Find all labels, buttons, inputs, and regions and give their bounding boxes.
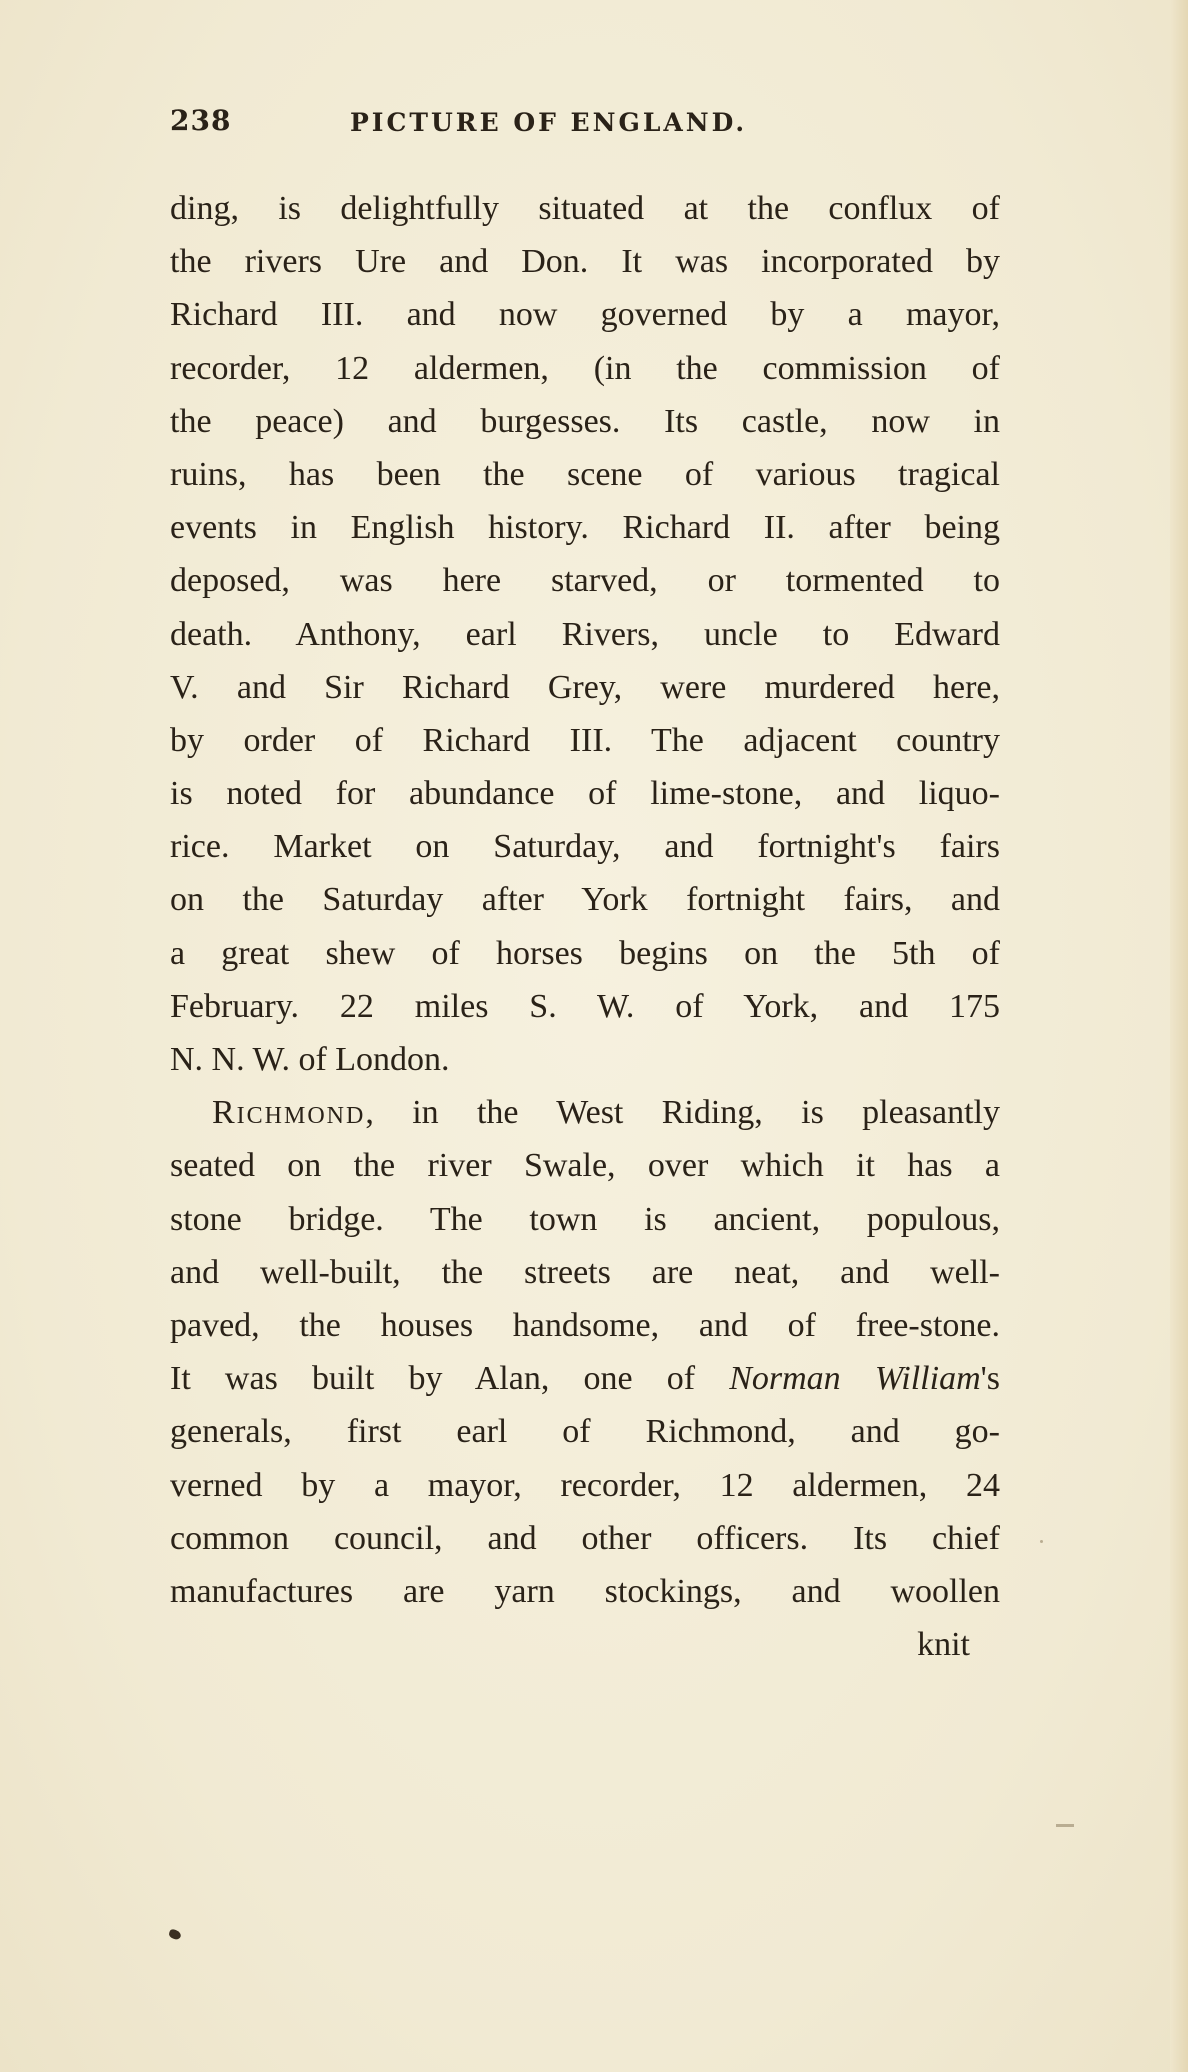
text-line: is noted for abundance of lime-stone, and liquo- [170,775,1000,813]
running-head: PICTURE OF ENGLAND. [350,108,748,137]
page-edge [1170,0,1188,2072]
text-line: the rivers Ure and Don. It was incorporated by [170,243,1000,281]
text-line: N. N. W. of London. [170,1041,450,1078]
text-line: the peace) and burgesses. Its castle, now in [170,402,1000,440]
text-line: paved, the houses handsome, and of free-stone. [170,1306,1000,1344]
text-fragment: It was built by Alan, one of [170,1360,730,1398]
text-line: stone bridge. The town is ancient, populous, [170,1200,1000,1238]
text-line: verned by a mayor, recorder, 12 aldermen, 24 [170,1466,1000,1504]
paper-speck [1040,1540,1043,1543]
text-line [170,1352,1000,1405]
text-line: by order of Richard III. The adjacent country [170,721,1000,759]
catchword: knit [917,1626,970,1664]
text-line: a great shew of horses begins on the 5th of [170,934,1000,972]
text-line: on the Saturday after York fortnight fairs, and [170,881,1000,919]
text-line: death. Anthony, earl Rivers, uncle to Edward [170,615,1000,653]
page-number: 238 [170,104,232,137]
text-line: February. 22 miles S. W. of York, and 175 [170,987,1000,1025]
text-line: common council, and other officers. Its chief [170,1519,1000,1557]
text-line: and well-built, the streets are neat, and well- [170,1253,1000,1291]
text-line: rice. Market on Saturday, and fortnight's fairs [170,828,1000,866]
text-fragment: 's [980,1360,1000,1398]
text-line: deposed, was here starved, or tormented to [170,562,1000,600]
text-line: seated on the river Swale, over which it has a [170,1147,1000,1185]
page-header [170,104,1000,144]
text-line: Richard III. and now governed by a mayor, [170,296,1000,334]
body-text [170,182,1000,1671]
text-line: manufactures are yarn stockings, and woollen [170,1572,1000,1610]
text-line: generals, first earl of Richmond, and go- [170,1413,1000,1451]
text-line: recorder, 12 aldermen, (in the commission of [170,349,1000,387]
richmond-heading: Richmond [212,1094,366,1132]
paper-mark [1056,1824,1074,1827]
italic-name: Norman William [729,1360,981,1398]
text-line: ding, is delightfully situated at the conflux of [170,190,1000,227]
text-line: V. and Sir Richard Grey, were murdered here, [170,668,1000,706]
text-line: events in English history. Richard II. after being [170,509,1000,547]
text-line: ruins, has been the scene of various tragical [170,455,1000,493]
richmond-paragraph-start [170,1086,1000,1139]
text-fragment: , in the West Riding, is pleasantly [365,1094,1000,1132]
